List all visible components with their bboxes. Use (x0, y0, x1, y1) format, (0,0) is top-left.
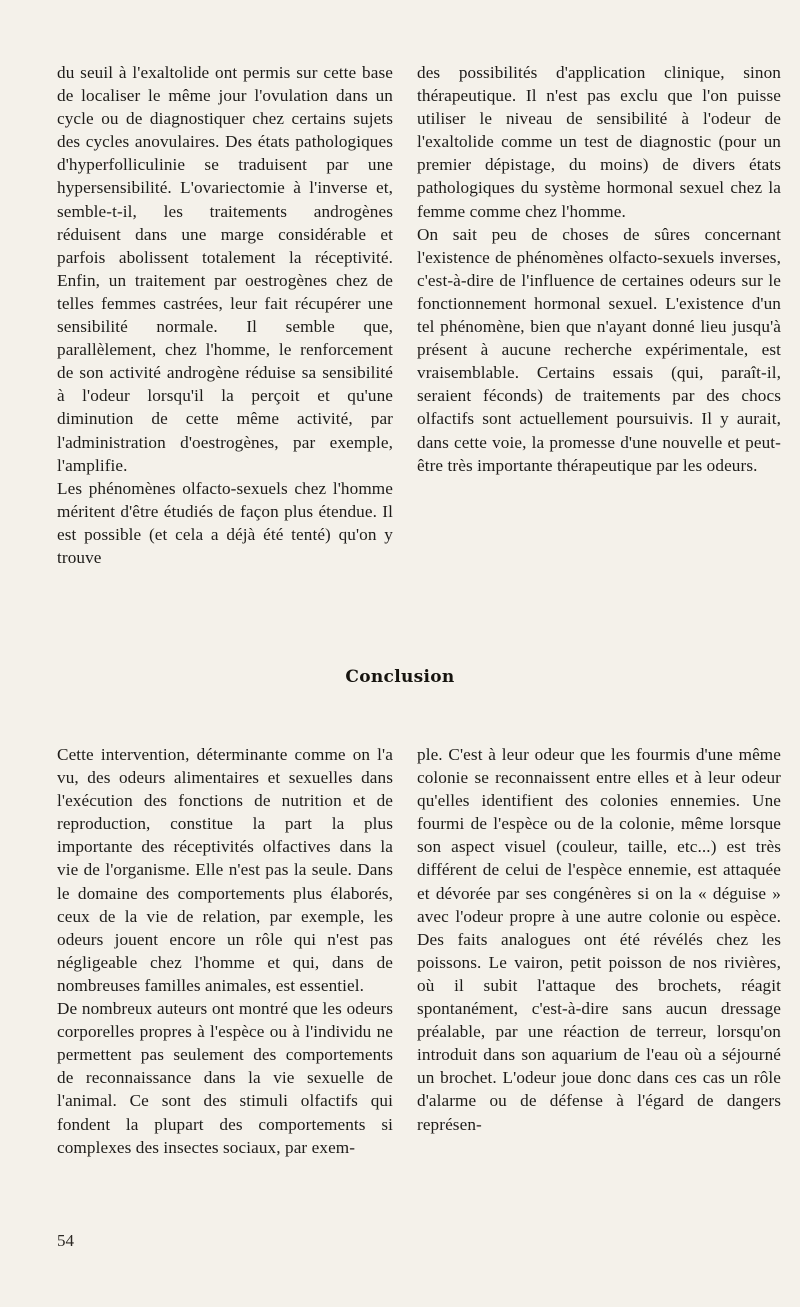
section-heading: Conclusion (345, 667, 455, 687)
page-number: 54 (57, 1231, 74, 1250)
paragraph: On sait peu de choses de sûres concernant l'existence de phénomènes olfacto-sexuels inverses, c'est-à-dire de l'influence de certaines odeurs sur le fonctionnement hormonal sexuel. L'existence d'un tel phénomène, bien que n'ayant donné lieu jusqu'à présent à aucune recherche expérimentale, est vraisemblable. Certains essais (qui, paraît-il, seraient féconds) de traitements par des chocs olfactifs sont actuellement poursuivis. Il y aurait, dans cette voie, la promesse d'une nouvelle et peut-être très importante thérapeutique par les odeurs. (417, 224, 781, 475)
paragraph: Les phénomènes olfacto-sexuels chez l'homme méritent d'être étudiés de façon plus étendue. Il est possible (et cela a déjà été tenté) qu'on y trouve (57, 478, 393, 567)
paragraph: ple. C'est à leur odeur que les fourmis d'une même colonie se reconnaissent entre elles et à leur odeur qu'elles identifient des colonies ennemies. Une fourmi de l'espèce ou de la colonie, même lorsque son aspect visuel (couleur, taille, etc...) est très différent de celui de l'espèce ennemie, est attaquée et dévorée par ses congénères si on la « déguise » avec l'odeur propre à une autre colonie ou espèce. Des faits analogues ont été révélés chez les poissons. Le vairon, petit poisson de nos rivières, où il subit l'attaque des brochets, réagit spontanément, c'est-à-dire sans aucun dressage préalable, par une réaction de terreur, lorsqu'on introduit dans son aquarium de l'eau où a séjourné un brochet. L'odeur joue donc dans ces cas un rôle d'alarme ou de défense à l'égard de dangers représen- (417, 745, 781, 1134)
text-column-bottom-left (57, 743, 393, 1159)
text-column-bottom-right (417, 743, 781, 1136)
text-column-top-right (417, 61, 781, 477)
paragraph: du seuil à l'exaltolide ont permis sur cette base de localiser le même jour l'ovulation dans un cycle ou de diagnostiquer chez certains sujets des cycles anovulaires. Des états pathologiques d'hyperfolliculinie se traduisent par une hypersensibilité. L'ovariectomie à l'inverse et, semble-t-il, les traitements androgènes réduisent dans une marge considérable et parfois abolissent totalement la réceptivité. Enfin, un traitement par oestrogènes chez de telles femmes castrées, leur fait récupérer une sensibilité normale. Il semble que, parallèlement, chez l'homme, le renforcement de son activité androgène réduise sa sensibilité à l'odeur lorsqu'il la perçoit et qu'une diminution de cette même activité, par l'administration d'oestrogènes, par exemple, l'amplifie. (57, 63, 393, 475)
paragraph: Cette intervention, déterminante comme on l'a vu, des odeurs alimentaires et sexuelles dans l'exécution des fonctions de nutrition et de reproduction, constitue la part la plus importante des réceptivités olfactives dans la vie de l'organisme. Elle n'est pas la seule. Dans le domaine des comportements plus élaborés, ceux de la vie de relation, par exemple, les odeurs jouent encore un rôle qui n'est pas négligeable chez l'homme et qui, dans de nombreuses familles animales, est essentiel. (57, 745, 393, 995)
text-column-top-left (57, 61, 393, 569)
paragraph: des possibilités d'application clinique, sinon thérapeutique. Il n'est pas exclu que l'on puisse utiliser le niveau de sensibilité à l'odeur de l'exaltolide comme un test de diagnostic (pour un premier dépistage, du moins) de divers états pathologiques du système hormonal sexuel chez la femme comme chez l'homme. (417, 63, 781, 221)
paragraph: De nombreux auteurs ont montré que les odeurs corporelles propres à l'espèce ou à l'individu ne permettent pas seulement des comportements de reconnaissance dans la vie sexuelle de l'animal. Ce sont des stimuli olfactifs qui fondent la plupart des comportements si complexes des insectes sociaux, par exem- (57, 999, 393, 1157)
